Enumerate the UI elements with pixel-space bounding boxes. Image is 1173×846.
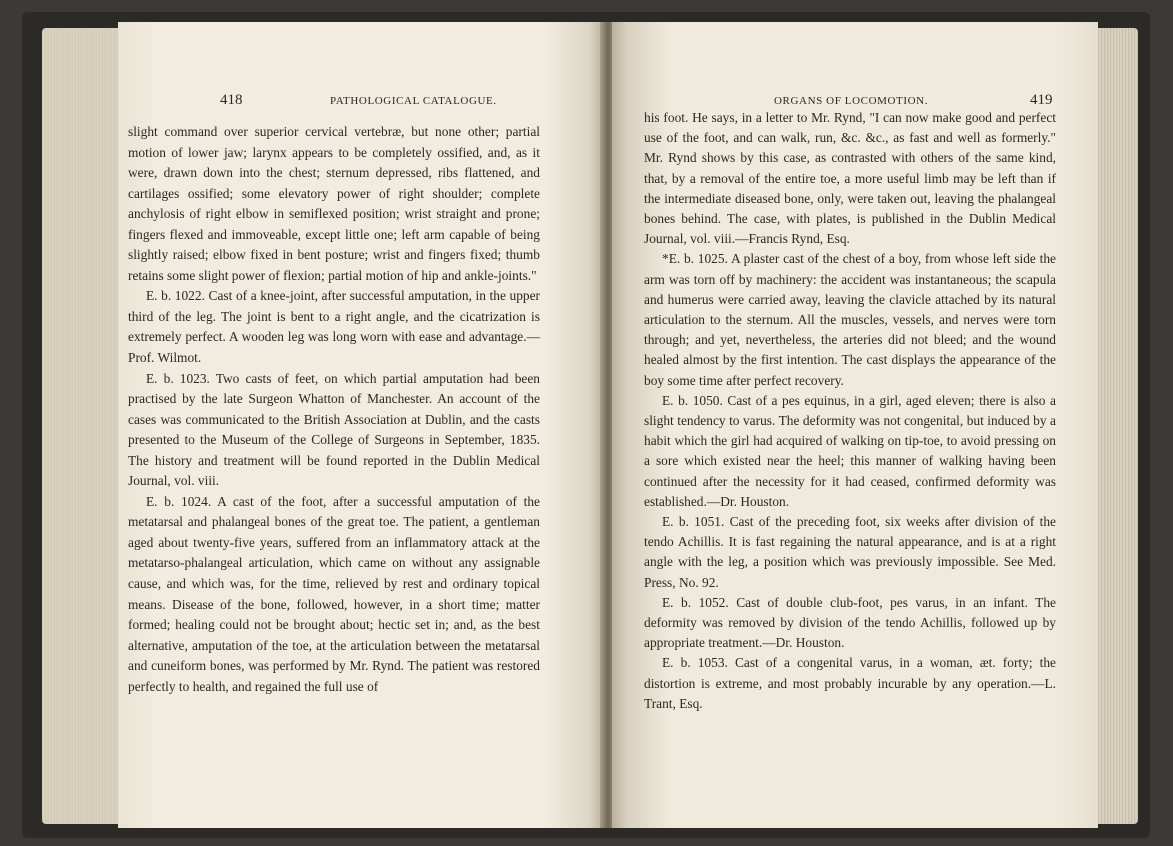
left-running-head: PATHOLOGICAL CATALOGUE. xyxy=(330,95,497,107)
paragraph: E. b. 1024. A cast of the foot, after a successful amputation of the metatarsal and phalangeal bones of the great toe. The patient, a gentleman aged about twenty-five years, suffered from an inflammatory attack at the metatarso-phalangeal articulation, which came on without any assignable cause, and which was, for the time, relieved by rest and ordinary topical means. Disease of the bone, followed, however, in a short time; matter formed; healing could not be brought about; hectic set in; and, as the best alternative, amputation of the toe, at the articulation between the metatarsal and cuneiform bones, was performed by Mr. Rynd. The patient was restored perfectly to health, and regained the full use of xyxy=(128,493,540,694)
paragraph: E. b. 1052. Cast of double club-foot, pes varus, in an infant. The deformity was removed by division of the tendo Achillis, followed up by appropriate treatment.—Dr. Houston. xyxy=(644,594,1056,651)
right-running-head: ORGANS OF LOCOMOTION. xyxy=(774,95,929,107)
paragraph: E. b. 1050. Cast of a pes equinus, in a girl, aged eleven; there is also a slight tendency to varus. The deformity was not congenital, but induced by a habit which the girl had acquired of walking on tip-toe, to avoid pressing on a sore which existed near the heel; this manner of walking having been continued after the necessity for it had ceased, confirmed deformity was established.—Dr. Houston. xyxy=(644,392,1056,509)
right-page xyxy=(612,22,1098,828)
left-page-header xyxy=(220,92,640,109)
paragraph: *E. b. 1025. A plaster cast of the chest of a boy, from whose left side the arm was torn off by machinery: the accident was instantaneous; the scapula and humerus were carried away, leaving the clavicle attached by its natural articulation to the sternum. All the muscles, vessels, and nerves were torn through; and yet, nevertheless, the arteries did not bleed; and the wound healed almost by the first intention. The cast displays the appearance of the boy some time after perfect recovery. xyxy=(644,251,1056,388)
right-page-body xyxy=(644,108,1056,714)
right-page-number: 419 xyxy=(1030,92,1053,108)
right-page-edges xyxy=(1096,28,1138,824)
left-page-number: 418 xyxy=(220,92,243,108)
open-book xyxy=(22,12,1150,838)
paragraph: E. b. 1051. Cast of the preceding foot, six weeks after division of the tendo Achillis. It is fast regaining the natural appearance, and is at a right angle with the leg, a position which was previously impossible. See Med. Press, No. 92. xyxy=(644,514,1056,590)
paragraph: E. b. 1053. Cast of a congenital varus, in a woman, æt. forty; the distortion is extreme, and most probably incurable by any operation.—L. Trant, Esq. xyxy=(644,655,1056,711)
left-page-body xyxy=(128,122,540,697)
paragraph: his foot. He says, in a letter to Mr. Rynd, "I can now make good and perfect use of the foot, and can walk, run, &c. &c., as fast and well as formerly." Mr. Rynd shows by this case, as contrasted with others of the same kind, that, by a removal of the entire toe, a more useful limb may be left than if the intermediate diseased bone, only, were taken out, leaving the phalangeal bones behind. The case, with plates, is published in the Dublin Medical Journal, vol. viii.—Francis Rynd, Esq. xyxy=(644,110,1056,247)
left-page-edges xyxy=(42,28,120,824)
paragraph: slight command over superior cervical vertebræ, but none other; partial motion of lower jaw; larynx appears to be completely ossified, and, as it were, drawn down into the chest; sternum depressed, ribs flattened, and cartilages ossified; some elevatory power of right shoulder; complete anchylosis of right elbow in semiflexed position; wrist straight and prone; fingers flexed and immoveable, except little one; left arm capable of being slightly raised; elbow fixed in bent posture; wrist and fingers fixed; thumb retains some slight power of flexion; partial motion of hip and ankle-joints." xyxy=(128,124,540,283)
paragraph: E. b. 1023. Two casts of feet, on which partial amputation had been practised by the late Surgeon Whatton of Manchester. An account of the cases was communicated to the British Association at Dublin, and the casts presented to the Museum of the College of Surgeons in September, 1835. The history and treatment will be found reported in the Dublin Medical Journal, vol. viii. xyxy=(128,370,540,489)
paragraph: E. b. 1022. Cast of a knee-joint, after successful amputation, in the upper third of the leg. The joint is bent to a right angle, and the cicatrization is extremely perfect. A wooden leg was long worn with ease and advantage.—Prof. Wilmot. xyxy=(128,288,540,366)
left-page xyxy=(118,22,604,828)
